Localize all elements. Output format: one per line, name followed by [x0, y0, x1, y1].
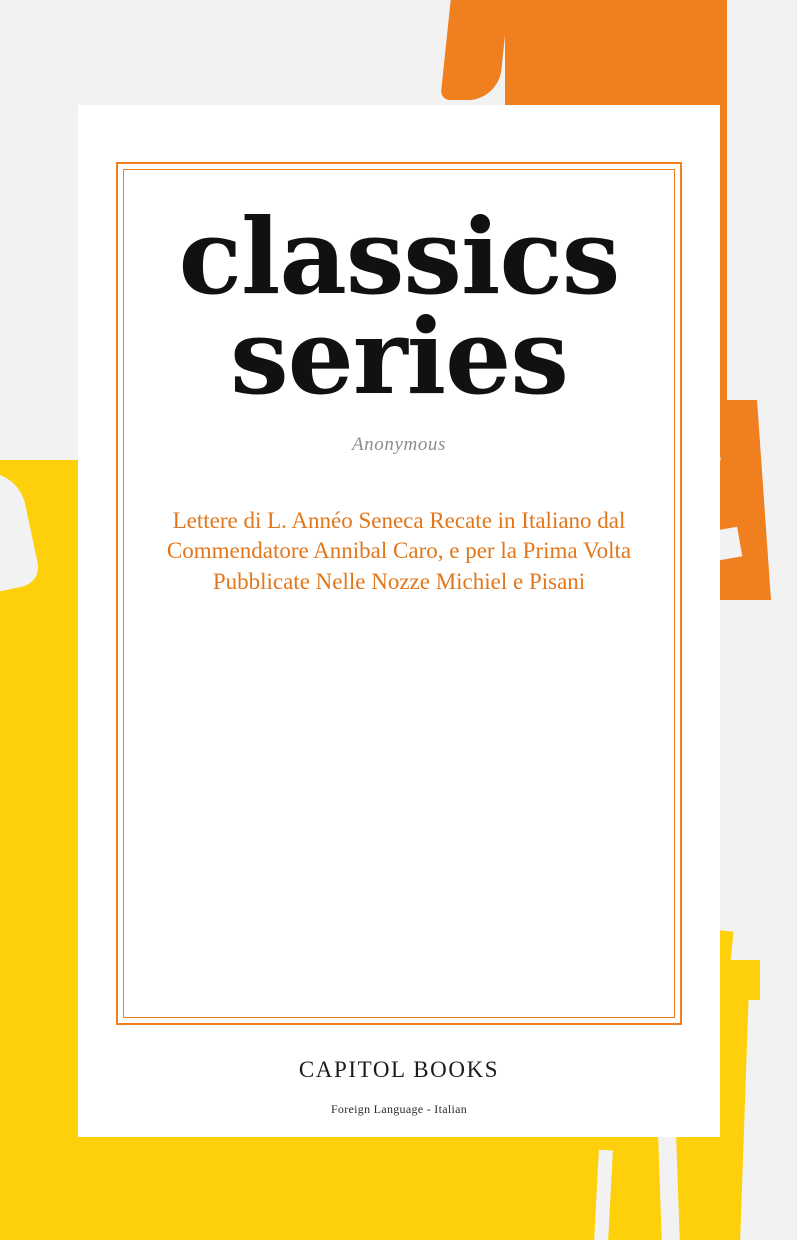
publisher-name: CAPITOL BOOKS	[298, 1057, 500, 1082]
book-title: Lettere di L. Annéo Seneca Recate in Italiano dal Commendatore Annibal Caro, e per la Prima Volta Pubblicate Nelle Nozze Michiel e Pisani	[166, 507, 632, 594]
imprint-category: Foreign Language - Italian	[330, 1102, 468, 1116]
series-title	[124, 195, 674, 418]
cover-frame-inner	[123, 169, 675, 1018]
book-cover	[78, 105, 720, 1137]
series-title-line-1: classics	[178, 195, 620, 318]
orange-brush-stroke-1	[440, 0, 510, 100]
author-name: Anonymous	[351, 433, 447, 455]
cover-frame-outer	[116, 162, 682, 1025]
yellow-brush-stroke-bottom	[0, 1130, 680, 1240]
series-title-line-2: series	[230, 294, 568, 418]
